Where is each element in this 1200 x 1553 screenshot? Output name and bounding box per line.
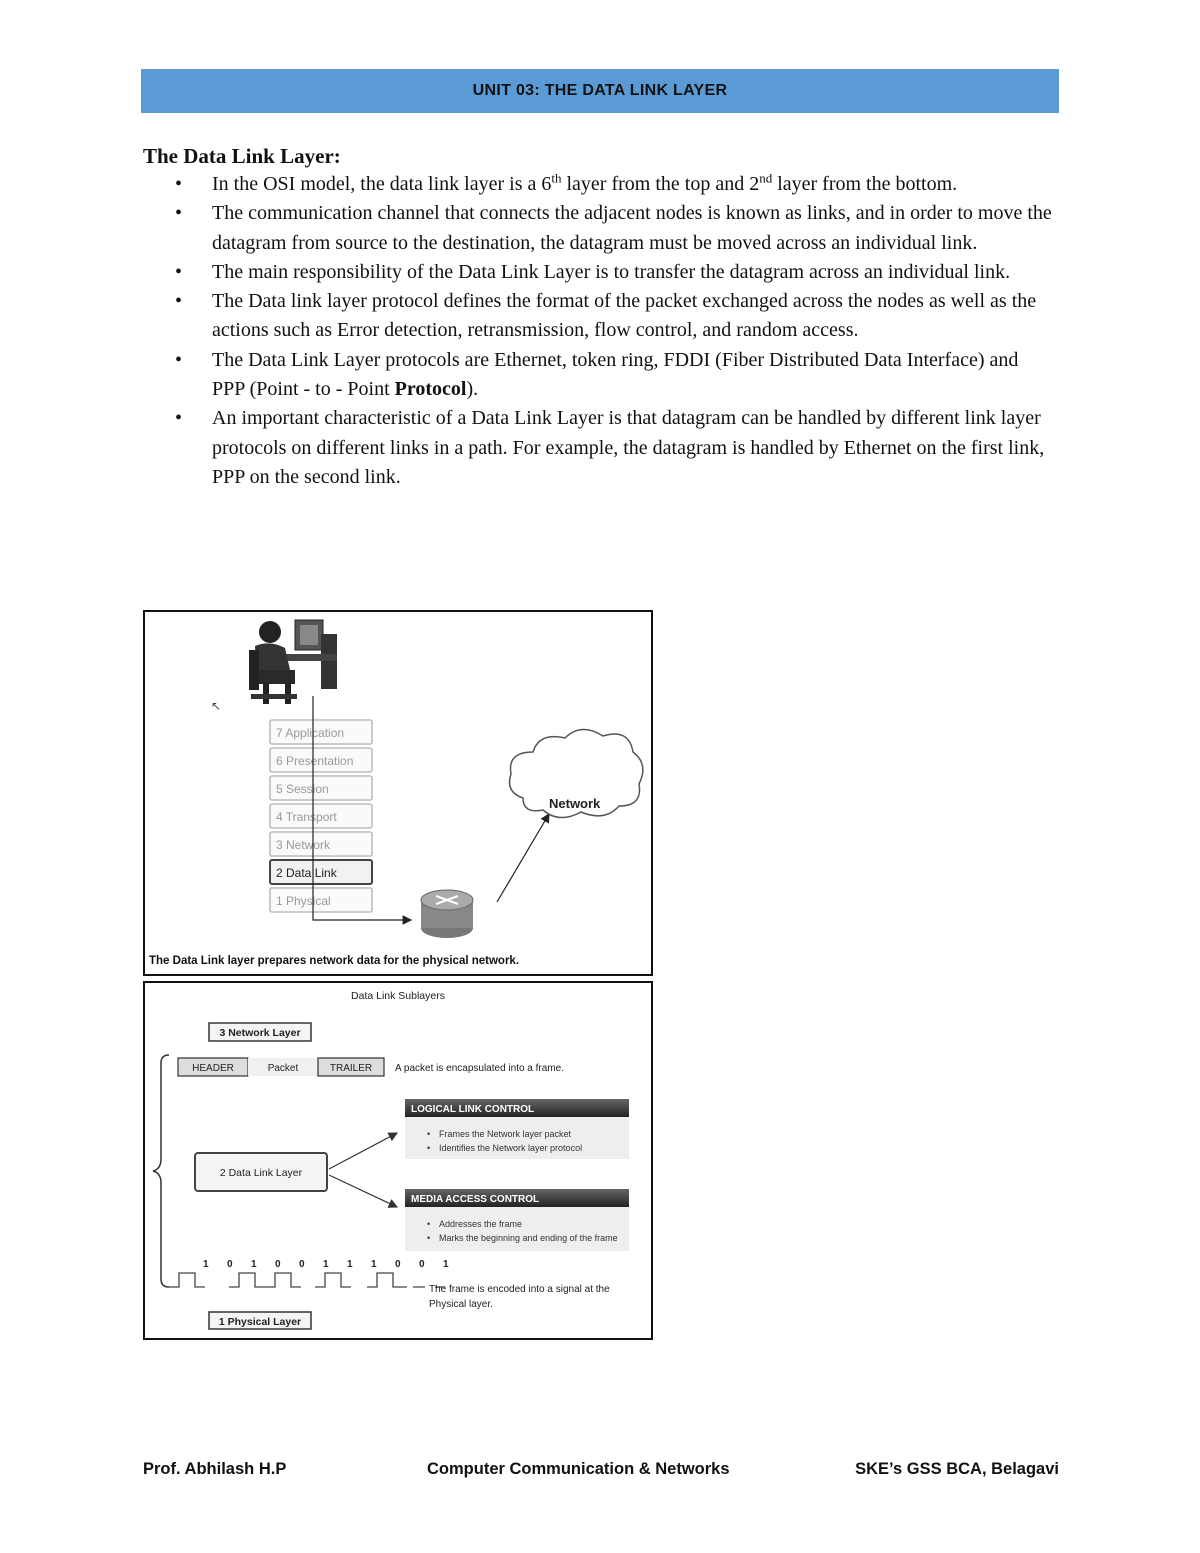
mac-bullet: • [427, 1219, 431, 1229]
signal-note: Physical layer. [429, 1299, 493, 1310]
cursor-icon: ↖ [211, 699, 222, 713]
llc-item: Identifies the Network layer protocol [439, 1143, 583, 1153]
bullet-dot: • [175, 348, 183, 371]
bit-label: 1 [443, 1259, 449, 1270]
osi-layer-stack [270, 720, 372, 912]
network-layer-label: 3 Network Layer [219, 1027, 301, 1039]
layer-box [270, 776, 372, 800]
bullet-dot: • [175, 260, 183, 283]
frame-header-label: HEADER [192, 1063, 234, 1074]
mac-arrow [329, 1175, 397, 1207]
list-item: • The communication channel that connects the adjacent nodes is known as links, and in order to move the datagram from source to the destination, the datagram must be moved across an individual link. [143, 199, 1053, 258]
list-item: • The Data Link Layer protocols are Ethernet, token ring, FDDI (Fiber Distributed Data Interface) and PPP (Point - to - Point Protocol). [143, 346, 1053, 405]
figure2-title: Data Link Sublayers [351, 990, 445, 1002]
frame-packet-label: Packet [267, 1063, 299, 1074]
bit-label: 0 [275, 1259, 281, 1270]
router-icon [421, 890, 473, 938]
bit-label: 1 [371, 1259, 377, 1270]
layer-label: 7 Application [276, 726, 345, 740]
bit-label: 1 [323, 1259, 329, 1270]
bullet-list [143, 170, 1053, 492]
bit-label: 0 [419, 1259, 425, 1270]
header-bar [141, 69, 1059, 113]
footer-author: Prof. Abhilash H.P [143, 1460, 287, 1478]
mac-panel [405, 1189, 629, 1251]
llc-bullet: • [427, 1129, 431, 1139]
network-label: Network [549, 796, 601, 811]
frame-trailer-label: TRAILER [329, 1063, 373, 1074]
bit-label: 0 [227, 1259, 233, 1270]
list-item: • The main responsibility of the Data Link Layer is to transfer the datagram across an individual link. [143, 258, 1053, 287]
layer-box [270, 804, 372, 828]
mac-title: MEDIA ACCESS CONTROL [411, 1194, 540, 1205]
footer-institution: SKE’s GSS BCA, Belagavi [855, 1460, 1059, 1478]
llc-title: LOGICAL LINK CONTROL [411, 1104, 535, 1115]
list-item: • The Data link layer protocol defines the format of the packet exchanged across the nodes as well as the actions such as Error detection, retransmission, flow control, and random access. [143, 287, 1053, 346]
layer-box [270, 888, 372, 912]
bit-label: 1 [203, 1259, 209, 1270]
frame [178, 1058, 384, 1076]
physical-layer-label: 1 Physical Layer [218, 1316, 302, 1328]
layer-box [270, 832, 372, 856]
layer-label: 1 Physical [276, 894, 331, 908]
bullet-dot: • [175, 202, 183, 225]
llc-bullet: • [427, 1143, 431, 1153]
data-link-sublayers-figure [143, 981, 653, 1340]
bit-label: 1 [251, 1259, 257, 1270]
bit-label: 1 [347, 1259, 353, 1270]
router-to-network-arrow [497, 814, 549, 902]
network-cloud-icon [510, 729, 643, 817]
data-link-layer-label: 2 Data Link Layer [219, 1167, 303, 1179]
llc-panel [405, 1099, 629, 1159]
osi-data-link-figure [143, 610, 653, 976]
bit-label: 0 [299, 1259, 305, 1270]
llc-item: Frames the Network layer packet [439, 1129, 572, 1139]
mac-bullet: • [427, 1233, 431, 1243]
figure-caption: The Data Link layer prepares network data for the physical network. [149, 955, 520, 967]
layer-box [270, 720, 372, 744]
layer-box [270, 748, 372, 772]
layer-label: 2 Data Link [276, 866, 337, 880]
list-item: • In the OSI model, the data link layer is a 6th layer from the top and 2nd layer from the bottom. [143, 170, 1053, 199]
user-workstation-icon [249, 620, 337, 704]
mac-item: Marks the beginning and ending of the frame [439, 1233, 618, 1243]
signal-note: The frame is encoded into a signal at the [429, 1284, 610, 1295]
brace [153, 1055, 169, 1287]
section-title: The Data Link Layer: [143, 144, 341, 168]
mac-body [405, 1207, 629, 1251]
mac-item: Addresses the frame [439, 1219, 523, 1229]
header-title: UNIT 03: THE DATA LINK LAYER [472, 82, 728, 99]
bit-label: 0 [395, 1259, 401, 1270]
signal-waveform [169, 1273, 445, 1287]
bullet-dot: • [175, 173, 183, 195]
bullet-dot: • [175, 290, 183, 313]
layer-label: 3 Network [276, 838, 331, 852]
layer-label: 6 Presentation [276, 754, 354, 768]
encapsulation-note: A packet is encapsulated into a frame. [395, 1063, 564, 1074]
bit-sequence [203, 1259, 449, 1270]
footer-course: Computer Communication & Networks [427, 1460, 730, 1478]
layer-label: 4 Transport [276, 810, 337, 824]
llc-arrow [329, 1133, 397, 1169]
bullet-dot: • [175, 407, 183, 430]
list-item: • An important characteristic of a Data Link Layer is that datagram can be handled by different link layer protocols on different links in a path. For example, the datagram is handled by Ethernet on the first link, PPP on the second link. [143, 404, 1053, 492]
layer-label: 5 Session [276, 782, 329, 796]
layer-box-active [270, 860, 372, 884]
